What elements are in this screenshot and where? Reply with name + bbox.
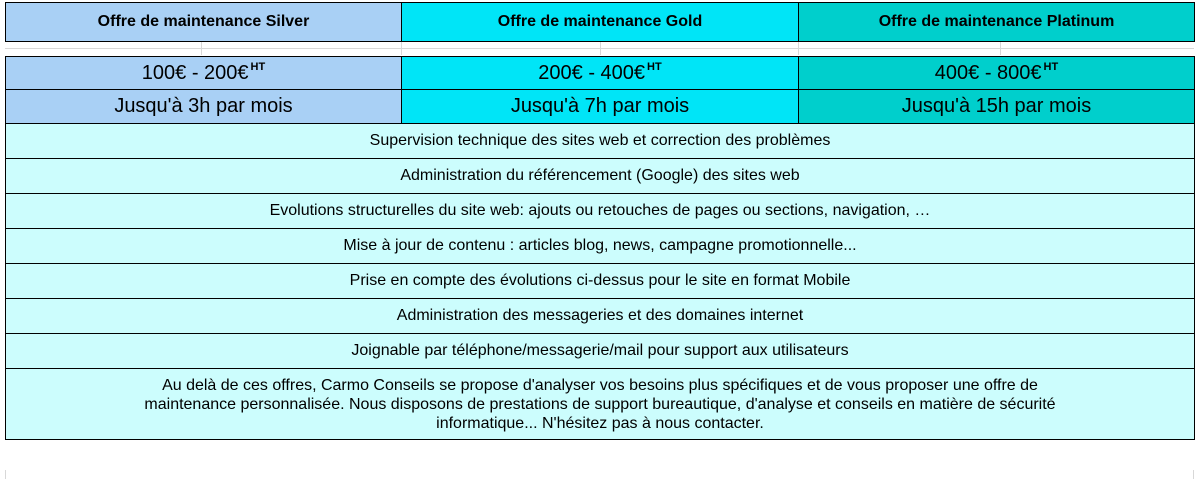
gold-hours[interactable]: Jusqu'à 7h par mois	[402, 90, 799, 124]
platinum-hours[interactable]: Jusqu'à 15h par mois	[799, 90, 1195, 124]
hours-row	[6, 90, 1195, 124]
price-row	[6, 57, 1195, 90]
gold-offer-title[interactable]: Offre de maintenance Gold	[402, 3, 799, 42]
feature-row	[6, 194, 1195, 229]
silver-price: 100€ - 200€	[141, 62, 249, 84]
feature-row	[6, 334, 1195, 369]
feature-content-updates[interactable]: Mise à jour de contenu : articles blog, news, campagne promotionnelle...	[6, 229, 1195, 264]
feature-structural-evolutions[interactable]: Evolutions structurelles du site web: ajouts ou retouches de pages ou sections, navigation, …	[6, 194, 1195, 229]
gold-price-cell[interactable]	[402, 57, 799, 90]
footer-row	[6, 369, 1195, 440]
empty-grid-row[interactable]	[5, 470, 1194, 479]
feature-mobile[interactable]: Prise en compte des évolutions ci-dessus pour le site en format Mobile	[6, 264, 1195, 299]
custom-offer-note-line: Au delà de ces offres, Carmo Conseils se propose d'analyser vos besoins plus spécifiques et de vous proposer une offre de	[162, 376, 1038, 394]
offers-header-row	[6, 3, 1195, 42]
feature-row	[6, 264, 1195, 299]
grid-line	[1193, 470, 1194, 479]
silver-offer-title[interactable]: Offre de maintenance Silver	[6, 3, 402, 42]
gold-price-suffix: HT	[647, 61, 662, 73]
feature-user-support[interactable]: Joignable par téléphone/messagerie/mail pour support aux utilisateurs	[6, 334, 1195, 369]
silver-price-suffix: HT	[250, 61, 266, 73]
custom-offer-note-line: informatique... N'hésitez pas à nous contacter.	[436, 414, 764, 432]
offers-detail-table	[5, 56, 1195, 440]
grid-line	[5, 470, 6, 479]
platinum-price-suffix: HT	[1043, 61, 1059, 73]
platinum-price-cell[interactable]	[799, 57, 1195, 90]
feature-supervision[interactable]: Supervision technique des sites web et correction des problèmes	[6, 124, 1195, 159]
feature-row	[6, 124, 1195, 159]
silver-hours[interactable]: Jusqu'à 3h par mois	[6, 90, 402, 124]
silver-price-cell[interactable]	[6, 57, 402, 90]
platinum-offer-title[interactable]: Offre de maintenance Platinum	[799, 3, 1195, 42]
empty-grid-row[interactable]	[5, 42, 1194, 55]
gold-price: 200€ - 400€	[538, 62, 646, 84]
custom-offer-note-line: maintenance personnalisée. Nous disposons de prestations de support bureautique, d'analyse et conseils en matière de sécurité	[144, 395, 1056, 413]
feature-mail-domains[interactable]: Administration des messageries et des domaines internet	[6, 299, 1195, 334]
grid-line	[5, 48, 1194, 49]
offers-header-table	[5, 2, 1195, 42]
feature-row	[6, 159, 1195, 194]
feature-row	[6, 229, 1195, 264]
custom-offer-note[interactable]	[6, 369, 1195, 440]
feature-seo[interactable]: Administration du référencement (Google) des sites web	[6, 159, 1195, 194]
feature-row	[6, 299, 1195, 334]
platinum-price: 400€ - 800€	[934, 62, 1042, 84]
